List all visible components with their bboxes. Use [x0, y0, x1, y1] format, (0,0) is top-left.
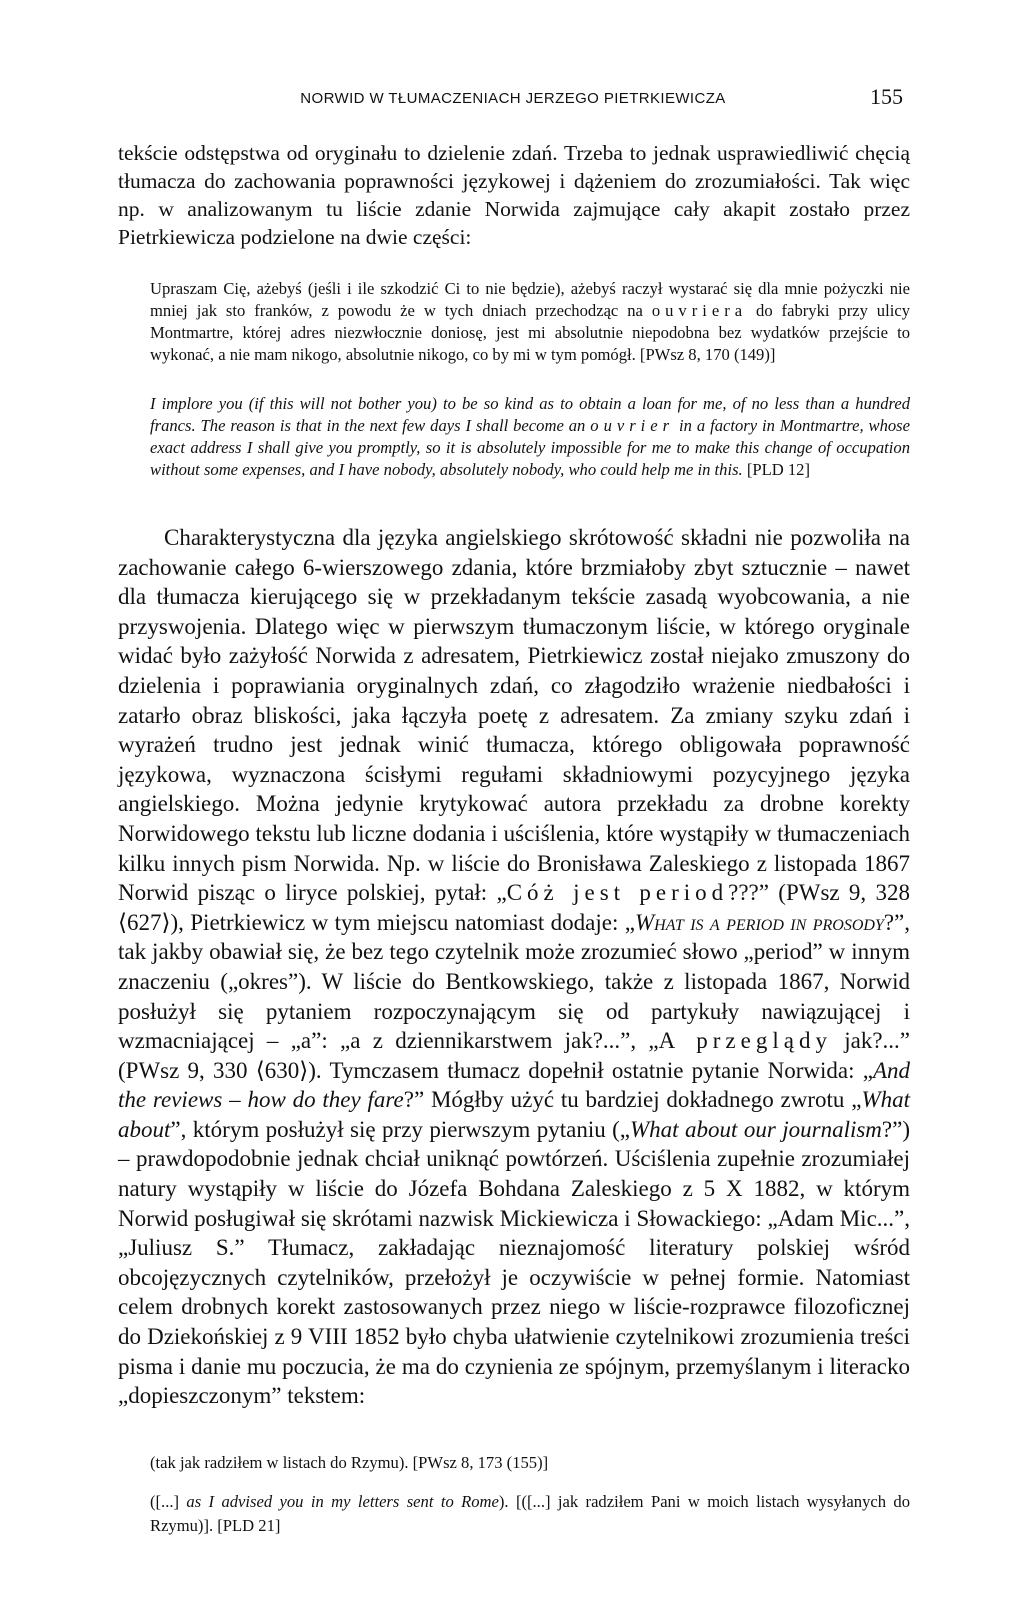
main-text-1: Charakterystyczna dla języka angielskiego skrótowość składni nie pozwoliła na zachowanie całego 6-wierszowego zdania, które brzmiałoby zbyt sztucznie – nawet dla tłumacza kierującego się w przekładanym tekście zasadą wyobcowania, a nie przyswojenia. Dlatego więc w pierwszym tłumaczonym liście, w którego oryginale widać było zażyłość Norwida z adresatem, Pietrkiewicz został niejako zmuszony do dzielenia i poprawiania oryginalnych zdań, co złagodziło wrażenie niedbałości i zatarło obraz bliskości, jaka łączyła poetę z adresatem. Za zmiany szyku zdań i wyrażeń trudno jest jednak winić tłumacza, którego obligowała poprawność językowa, wyznaczona ścisłymi regułami składniowymi pozycyjnego języka angielskiego. Można jedynie krytykować autora przekładu za drobne korekty Norwidowego tekstu lub liczne dodania i uściślenia, które wystąpiły w tłumaczeniach kilku innych pism Norwida. Np. w liście do Bronisława Zaleskiego z listopada 1867 Norwid pisząc o liryce polskiej, pytał: „: [118, 525, 910, 906]
main-text-7: ?”) – prawdopodobnie jednak chciał uniknąć powtórzeń. Uściślenia zupełnie zrozumiałej natury wystąpiły w liście do Józefa Bohdana Zaleskiego z 5 X 1882, w którym Norwid posługiwał się skrótami nazwisk Mickiewicza i Słowackiego: „Adam Mic...”, „Juliusz S.” Tłumacz, zakładając nieznajomość literatury polskiej wśród obcojęzycznych czytelników, przełożył je oczywiście w pełnej formie. Natomiast celem drobnych korekt zastosowanych przez niego w liście-rozprawce filozoficznej do Dziekońskiej z 9 VIII 1852 było chyba ułatwienie czytelnikowi zrozumienia treści pisma i danie mu poczucia, że ma do czynienia ze spójnym, przemyślanym i literacko „dopieszczonym” tekstem:: [118, 1116, 910, 1409]
quote-rome-polish: (tak jak radziłem w listach do Rzymu). [PWsz 8, 173 (155)]: [150, 1453, 549, 1472]
main-text-4: jak?...” (PWsz 9, 330 ⟨630⟩). Tymczasem tłumacz dopełnił ostatnie pytanie Norwida: „: [118, 1028, 911, 1083]
quote-english-text-2: in a factory in Montmartre, whose exact address I shall give you promptly, so it is absolutely impossible for me to make this change of occupation without some expenses, and I have nobody, absolutely nobody, who could help me in this.: [150, 416, 911, 479]
quote-polish-spaced-word: ouvriera: [651, 301, 748, 320]
quote-rome-english: [150, 1490, 910, 1538]
italic-phrase-2: What about: [118, 1087, 910, 1142]
quote-english: [150, 393, 910, 481]
main-text-3: ?”, tak jakby obawiał się, że bez tego czytelnik może zrozumieć słowo „period” w innym znaczeniu („okres”). W liście do Bentkowskiego, także z listopada 1867, Norwid posłużył się pytaniem rozpoczynającym się od partykuły nawiązującej i wzmacniającej – „a”: „a z dziennikarstwem jak?...”, „: [118, 909, 910, 1054]
quote-english-citation: [PLD 12]: [746, 460, 810, 479]
spaced-phrase-2: A przeglądy: [658, 1028, 832, 1054]
intro-paragraph: tekście odstępstwa od oryginału to dzielenie zdań. Trzeba to jednak usprawiedliwić chęcią tłumacza do zachowania poprawności językowej i dążeniem do zrozumiałości. Tak więc np. w analizowanym tu liście zdanie Norwida zajmujące cały akapit zostało przez Pietrkiewicza podzielone na dwie części:: [118, 141, 910, 249]
quote-polish-citation: [PWsz 8, 170 (149)]: [639, 345, 776, 364]
spaced-phrase-1: Cóż jest period: [506, 880, 729, 906]
smallcaps-phrase: What is a period in prosody: [634, 909, 884, 935]
page-number: 155: [870, 84, 903, 109]
main-text-2: ???” (PWsz 9, 328 ⟨627⟩), Pietrkiewicz w tym miejscu natomiast dodaje: „: [118, 880, 911, 935]
quote-polish-text-1: Upraszam Cię, ażebyś (jeśli i ile szkodzić Ci to nie będzie), ażebyś raczył wystarać się dla mnie pożyczki nie mniej jak sto franków, z powodu że w tych dniach przechodząc na: [150, 279, 910, 320]
running-head-title: NORWID W TŁUMACZENIACH JERZEGO PIETRKIEWICZA: [300, 90, 726, 107]
running-head: [0, 86, 1024, 116]
main-text-5: ?” Mógłby użyć tu bardziej dokładnego zwrotu „: [403, 1087, 862, 1113]
quote-english-text-1: I implore you (if this will not bother you) to be so kind as to obtain a loan for me, of no less than a hundred francs. The reason is that in the next few days I shall become an: [150, 394, 910, 435]
quote-polish: [150, 278, 910, 366]
main-paragraph: [118, 523, 910, 1411]
italic-phrase-3: What about our journalism: [630, 1116, 882, 1142]
quote-rome-italic: as I advised you in my letters sent to Rome: [186, 1492, 499, 1511]
main-text-6: ”, którym posłużył się przy pierwszym pytaniu („: [170, 1116, 631, 1142]
italic-phrase-1: And the reviews – how do they fare: [118, 1057, 910, 1113]
quote-polish-text-2: do fabryki przy ulicy Montmartre, której adres niezwłocznie doniosę, jest mi absolutnie niepodobna bez wydatków przejście to wykonać, a nie mam nikogo, absolutnie nikogo, co by mi w tym pomógł.: [150, 301, 910, 364]
quote-english-spaced-word: ouvrier: [590, 416, 675, 435]
quote-rome-close: ). [([...] jak radziłem Pani w moich listach wysyłanych do Rzymu)]. [PLD 21]: [150, 1492, 910, 1535]
quote-rome-open: ([...]: [150, 1492, 187, 1511]
